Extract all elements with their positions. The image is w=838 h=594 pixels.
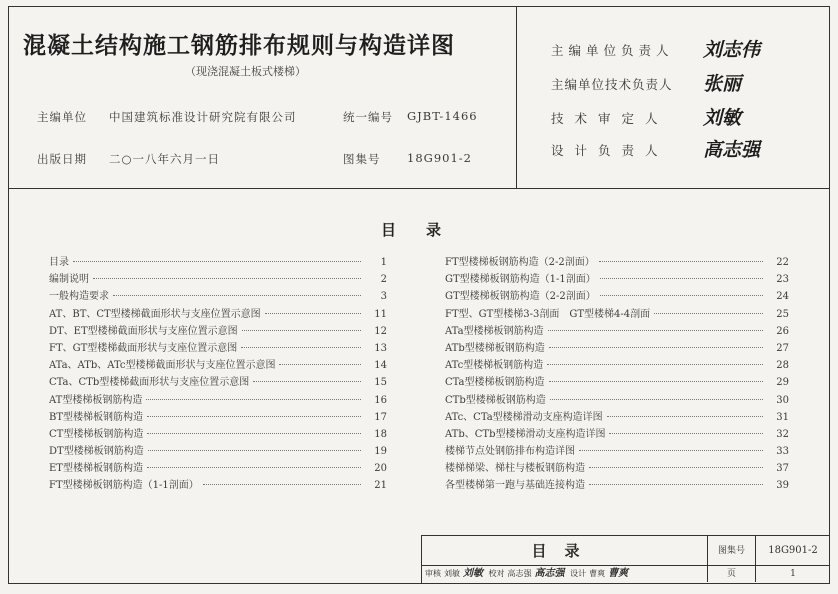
- toc-entry-page: 39: [776, 480, 789, 492]
- approval-name: 曹爽: [589, 569, 606, 578]
- toc-entry[interactable]: [49, 339, 387, 356]
- toc-entry[interactable]: [49, 408, 387, 425]
- atlas-subtitle: （现浇混凝土板式楼梯）: [185, 65, 306, 78]
- toc-entry[interactable]: [49, 459, 387, 476]
- toc-leader-dots: [253, 381, 361, 382]
- toc-entry-page: 30: [776, 394, 789, 406]
- toc-entry-page: 25: [776, 308, 789, 320]
- title-block-main: 目录: [422, 536, 708, 566]
- approval-signature: 刘敏: [463, 568, 483, 579]
- toc-entry-page: 2: [380, 274, 387, 286]
- toc-entry-page: 15: [374, 377, 387, 389]
- toc-entry[interactable]: [49, 305, 387, 322]
- toc-leader-dots: [93, 278, 361, 279]
- signature: 刘敏: [703, 107, 742, 129]
- toc-entry-title: CTa型楼梯板钢筋构造: [445, 377, 545, 389]
- toc-leader-dots: [203, 484, 361, 485]
- toc-entry[interactable]: [445, 356, 789, 373]
- toc-entry-page: 31: [776, 411, 789, 423]
- responsible-row: [551, 109, 669, 127]
- toc-entry-page: 33: [776, 446, 789, 458]
- toc-entry-title: AT型楼梯板钢筋构造: [49, 394, 143, 406]
- toc-leader-dots: [549, 347, 763, 348]
- toc-leader-dots: [147, 433, 361, 434]
- toc-entry-title: BT型楼梯板钢筋构造: [49, 411, 144, 423]
- toc-entry[interactable]: [445, 408, 789, 425]
- toc-entry[interactable]: [445, 287, 789, 304]
- drawing-sheet: [8, 6, 830, 584]
- toc-entry-title: AT、BT、CT型楼梯截面形状与支座位置示意图: [49, 308, 261, 320]
- toc-leader-dots: [550, 399, 763, 400]
- responsible-role: 技术审定人: [551, 111, 669, 126]
- atlas-no-label: 图集号: [343, 152, 381, 166]
- signature: 张丽: [703, 73, 742, 95]
- header-info-panel: [9, 7, 517, 189]
- toc-entry-title: CT型楼梯板钢筋构造: [49, 428, 144, 440]
- toc-entry-title: 目录: [49, 257, 69, 268]
- signature: 刘志伟: [703, 39, 761, 61]
- toc-leader-dots: [549, 381, 763, 382]
- toc-entry-title: CTb型楼梯板钢筋构造: [445, 394, 546, 406]
- toc-leader-dots: [589, 467, 763, 468]
- toc-leader-dots: [73, 261, 361, 262]
- toc-entry-title: 一般构造要求: [49, 291, 109, 303]
- toc-entry-title: FT型楼梯板钢筋构造（1-1剖面）: [49, 480, 199, 492]
- toc-entry[interactable]: [445, 339, 789, 356]
- date-value: 二○一八年六月一日: [109, 152, 221, 166]
- toc-entry[interactable]: [445, 476, 789, 493]
- toc-leader-dots: [607, 416, 763, 417]
- toc-entry-title: ATa型楼梯板钢筋构造: [445, 325, 544, 337]
- toc-entry[interactable]: [49, 270, 387, 287]
- toc-entry[interactable]: [49, 373, 387, 390]
- responsible-role: 设计负责人: [551, 143, 669, 158]
- toc-entry-page: 37: [776, 463, 789, 475]
- toc-entry[interactable]: [49, 425, 387, 442]
- toc-entry-page: 13: [374, 342, 387, 354]
- toc-entry-title: FT、GT型楼梯截面形状与支座位置示意图: [49, 342, 238, 354]
- toc-entry-page: 23: [776, 274, 789, 286]
- approval-signature: 曹爽: [608, 568, 629, 579]
- toc-entry[interactable]: [49, 253, 387, 270]
- atlas-title: 混凝土结构施工钢筋排布规则与构造详图: [23, 33, 455, 59]
- signature: 高志强: [703, 139, 761, 161]
- responsible-role: 主编单位负责人: [551, 43, 674, 58]
- toc-entry[interactable]: [49, 476, 387, 493]
- toc-entry-page: 12: [374, 325, 387, 337]
- toc-entry-title: 各型楼梯第一跑与基础连接构造: [445, 480, 585, 492]
- toc-entry-title: 楼梯梯梁、梯柱与楼板钢筋构造: [445, 463, 585, 475]
- toc-leader-dots: [242, 330, 361, 331]
- toc-leader-dots: [147, 467, 361, 468]
- atlas-no-value: 18G901-2: [407, 151, 472, 165]
- toc-entry-page: 32: [776, 428, 789, 440]
- toc-entry-title: ATb、CTb型楼梯滑动支座构造详图: [445, 428, 606, 440]
- responsible-row: [551, 41, 674, 59]
- toc-entry-page: 27: [776, 342, 789, 354]
- toc-entry[interactable]: [445, 459, 789, 476]
- toc-entry-page: 16: [374, 394, 387, 406]
- toc-entry[interactable]: [445, 253, 789, 270]
- toc-entry-page: 19: [374, 446, 387, 458]
- approval-role: 校对: [488, 569, 505, 578]
- toc-right-column: [445, 253, 789, 494]
- toc-leader-dots: [579, 450, 763, 451]
- toc-entry-page: 11: [374, 308, 387, 320]
- toc-entry[interactable]: [49, 391, 387, 408]
- toc-entry-page: 18: [374, 428, 387, 440]
- toc-entry-title: FT型楼梯板钢筋构造（2-2剖面）: [445, 257, 595, 268]
- unified-no-label: 统一编号: [343, 110, 393, 124]
- toc-entry[interactable]: [445, 391, 789, 408]
- toc-leader-dots: [279, 364, 361, 365]
- approval-role: 设计: [570, 569, 587, 578]
- title-block: [421, 535, 829, 583]
- approval-signature: 高志强: [534, 568, 565, 579]
- toc-leader-dots: [609, 433, 763, 434]
- responsible-row: [551, 75, 673, 93]
- page-value-cell: 1: [790, 569, 796, 579]
- toc-entry[interactable]: [49, 287, 387, 304]
- responsible-row: [551, 141, 669, 159]
- atlas-value-cell: 18G901-2: [756, 536, 830, 566]
- unified-no-value: GJBT-1466: [407, 109, 478, 123]
- toc-entry[interactable]: [49, 356, 387, 373]
- toc-leader-dots: [600, 295, 763, 296]
- toc-entry-title: ATa、ATb、ATc型楼梯截面形状与支座位置示意图: [49, 360, 276, 372]
- toc-entry-page: 24: [776, 291, 789, 303]
- toc-leader-dots: [548, 330, 763, 331]
- toc-entry-page: 28: [776, 360, 789, 372]
- approval-row: [422, 566, 708, 582]
- date-label: 出版日期: [37, 152, 87, 166]
- toc-entry[interactable]: [445, 305, 789, 322]
- toc-title: 目录: [381, 221, 472, 239]
- page-label-cell: 页: [708, 566, 756, 582]
- toc-entry-page: 1: [380, 257, 387, 268]
- editor-value: 中国建筑标准设计研究院有限公司: [109, 110, 297, 124]
- toc-entry-title: ATc型楼梯板钢筋构造: [445, 360, 544, 372]
- toc-entry-page: 22: [776, 257, 789, 268]
- toc-left-column: [49, 253, 387, 494]
- responsibles-panel: [517, 7, 829, 189]
- toc-leader-dots: [147, 416, 361, 417]
- toc-leader-dots: [113, 295, 361, 296]
- atlas-label-cell: 图集号: [708, 536, 756, 566]
- toc-entry[interactable]: [49, 442, 387, 459]
- toc-leader-dots: [600, 278, 763, 279]
- toc-entry-title: DT、ET型楼梯截面形状与支座位置示意图: [49, 325, 238, 337]
- toc-entry[interactable]: [445, 425, 789, 442]
- toc-leader-dots: [241, 347, 361, 348]
- toc-entry-title: ET型楼梯板钢筋构造: [49, 463, 143, 475]
- toc-entry-title: GT型楼梯板钢筋构造（2-2剖面）: [445, 291, 596, 303]
- approval-role: 审核: [425, 569, 441, 578]
- editor-label: 主编单位: [37, 110, 87, 124]
- toc-leader-dots: [599, 261, 763, 262]
- toc-entry[interactable]: [445, 270, 789, 287]
- toc-entry-title: 编制说明: [49, 274, 89, 286]
- toc-entry-page: 14: [374, 360, 387, 372]
- toc-entry-title: ATc、CTa型楼梯滑动支座构造详图: [445, 411, 603, 423]
- toc-leader-dots: [654, 313, 763, 314]
- toc-entry[interactable]: [445, 442, 789, 459]
- approval-name: 高志强: [507, 569, 532, 578]
- toc-entry-page: 21: [374, 480, 387, 492]
- toc-entry-title: 楼梯节点处钢筋排布构造详图: [445, 446, 575, 458]
- approval-name: 刘敏: [444, 569, 460, 578]
- toc-leader-dots: [148, 450, 361, 451]
- toc-leader-dots: [589, 484, 763, 485]
- toc-entry[interactable]: [445, 373, 789, 390]
- toc-entry-title: ATb型楼梯板钢筋构造: [445, 342, 545, 354]
- toc-entry-page: 17: [374, 411, 387, 423]
- toc-entry-title: DT型楼梯板钢筋构造: [49, 446, 144, 458]
- toc-leader-dots: [265, 313, 361, 314]
- toc-entry-page: 20: [374, 463, 387, 475]
- toc-leader-dots: [547, 364, 763, 365]
- toc-leader-dots: [146, 399, 361, 400]
- responsible-role: 主编单位技术负责人: [551, 77, 673, 92]
- toc-entry-title: FT型、GT型楼梯3-3剖面 GT型楼梯4-4剖面: [445, 308, 651, 320]
- toc-entry[interactable]: [445, 322, 789, 339]
- toc-entry-page: 29: [776, 377, 789, 389]
- toc-entry-title: GT型楼梯板钢筋构造（1-1剖面）: [445, 274, 596, 286]
- toc-entry-title: CTa、CTb型楼梯截面形状与支座位置示意图: [49, 377, 250, 389]
- toc-entry-page: 26: [776, 325, 789, 337]
- toc-entry[interactable]: [49, 322, 387, 339]
- toc-entry-page: 3: [380, 291, 387, 303]
